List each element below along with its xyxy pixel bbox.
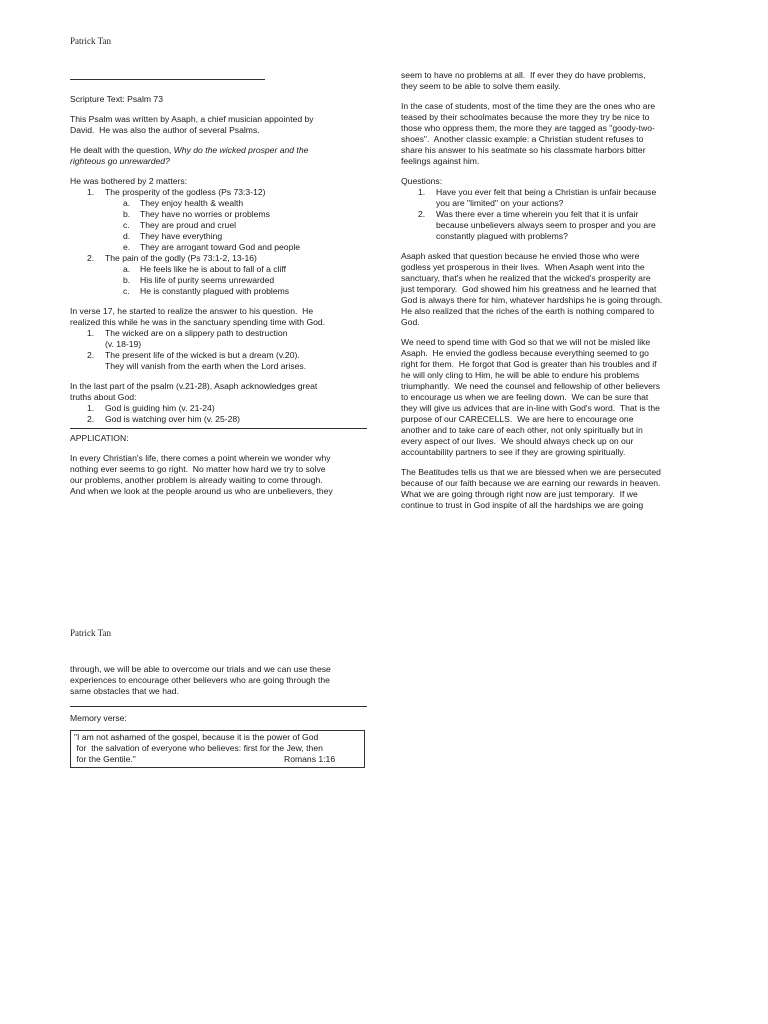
- application-heading: APPLICATION:: [70, 433, 129, 443]
- right-paragraph-4: We need to spend time with God so that we will not be misled like Asaph. He envied the godless because everything seemed to go right for them. He forgot that God is greater than his troubles and if he will only cling to Him, he will be able to endure his problems triumphantly. We need the counsel and fellowship of other believers to encourage us when we are feeling down. We can be sure that they will give us advices that are in-line with God's word. That is the purpose of our CARECELLS. We are here to encourage one another and to take care of each other, not only spiritually but in every aspect of our lives. We should always check up on our accountability partners to see if they are growing spiritually.: [401, 337, 661, 457]
- list-item: 2. Was there ever a time wherein you felt that it is unfair: [418, 209, 639, 219]
- list-item: 2. The present life of the wicked is but a dream (v.20).: [87, 350, 300, 360]
- author-header: Patrick Tan: [70, 36, 111, 46]
- sub-list-item: b. His life of purity seems unrewarded: [123, 275, 275, 285]
- sub-list-item: c. They are proud and cruel: [123, 220, 237, 230]
- intro-paragraph: This Psalm was written by Asaph, a chief musician appointed by David. He was also the author of several Psalms.: [70, 114, 314, 135]
- right-column: [401, 70, 698, 520]
- right-paragraph-1: seem to have no problems at all. If ever they do have problems, they seem to be able to solve them easily.: [401, 70, 646, 91]
- right-paragraph-5: The Beatitudes tells us that we are blessed when we are persecuted because of our faith because we are earning our rewards in heaven. What we are going through right now are just temporary. If we continue to trust in God inspite of all the hardships we are going: [401, 467, 661, 510]
- list-item: 2. The pain of the godly (Ps 73:1-2, 13-16): [87, 253, 257, 263]
- right-paragraph-3: Asaph asked that question because he envied those who were godless yet prosperous in their lives. When Asaph went into the sanctuary, that's when he realized that the wicked's prosperity are just temporary. God showed him his greatness and he learned that God is always there for him, whatever hardships he is going through. He also realized that the riches of the earth is nothing compared to God.: [401, 251, 663, 327]
- questions-section: Questions: 1. Have you ever felt that being a Christian is unfair because you are "limited" on your actions? 2. Was there ever a time wherein you felt that it is unfair because unbelievers always seem to prosper and you are constantly plagued with problems?: [401, 176, 698, 242]
- scripture-label: Scripture Text: Psalm 73: [70, 94, 163, 104]
- matter2-sublist: [70, 264, 367, 297]
- author-header-page2: Patrick Tan: [70, 628, 111, 638]
- question-paragraph: He dealt with the question, Why do the wicked prosper and the righteous go unrewarded?: [70, 145, 309, 166]
- lastpart-section: In the last part of the psalm (v.21-28), Asaph acknowledges great truths about God: 1. God is guiding him (v. 21-24) 2. God is watching over him (v. 25-28): [70, 381, 367, 425]
- verse17-section: In verse 17, he started to realize the answer to his question. He realized this while he was in the sanctuary spending time with God. 1. The wicked are on a slippery path to destruction (v. 18-19) 2. The present life of the wicked is but a dream (v.20). They will vanish from the earth when the Lord arises.: [70, 306, 367, 372]
- sub-list-item: e. They are arrogant toward God and people: [123, 242, 301, 252]
- list-item: 1. The wicked are on a slippery path to destruction: [87, 328, 288, 338]
- page2-paragraph: through, we will be able to overcome our trials and we can use these experiences to encourage other believers who are going through the same obstacles that we had.: [70, 664, 331, 696]
- page2-column: [70, 664, 367, 768]
- left-column: [70, 94, 367, 497]
- list-item: 1. The prosperity of the godless (Ps 73:3-12): [87, 187, 266, 197]
- sub-list-item: a. They enjoy health & wealth: [123, 198, 244, 208]
- list-item: 1. Have you ever felt that being a Christian is unfair because: [418, 187, 657, 197]
- application-paragraph: In every Christian's life, there comes a point wherein we wonder why nothing ever seems to go right. No matter how hard we try to solve our problems, another problem is already waiting to come through. And when we look at the people around us who are unbelievers, they: [70, 453, 333, 496]
- list-item: 2. God is watching over him (v. 25-28): [87, 414, 241, 424]
- matter1-sublist: [70, 198, 367, 253]
- right-paragraph-2: In the case of students, most of the time they are the ones who are teased by their schoolmates because the more they try be nice to those who oppress them, the more they are tagged as "goody-two- shoes". Another classic example: a Christian student refuses to share his answer to his seatmate so his classmate harbors bitter feelings against him.: [401, 101, 656, 166]
- bothered-section: He was bothered by 2 matters: 1. The prosperity of the godless (Ps 73:3-12) a. They enjoy health & wealth b. They have no worries or problems c. They are proud and cruel d. They have everything e. They are arrogant toward God and people 2. The pain of the godly (Ps 73:1-2, 13-16) a. He feels like he is about to fall of a cliff b. His life of purity seems unrewarded c. He is constantly plagued with problems: [70, 176, 367, 297]
- sub-list-item: c. He is constantly plagued with problems: [123, 286, 290, 296]
- memory-verse-box: "I am not ashamed of the gospel, because it is the power of God for the salvation of everyone who believes: first for the Jew, then for the Gentile." Romans 1:16: [70, 730, 365, 768]
- sub-list-item: a. He feels like he is about to fall of a cliff: [123, 264, 287, 274]
- sub-list-item: b. They have no worries or problems: [123, 209, 270, 219]
- memory-label: Memory verse:: [70, 713, 127, 723]
- application-divider: [70, 428, 367, 429]
- top-divider: [70, 79, 265, 80]
- sub-list-item: d. They have everything: [123, 231, 223, 241]
- memory-divider: [70, 706, 367, 707]
- memory-reference: Romans 1:16: [284, 754, 336, 764]
- list-item: 1. God is guiding him (v. 21-24): [87, 403, 215, 413]
